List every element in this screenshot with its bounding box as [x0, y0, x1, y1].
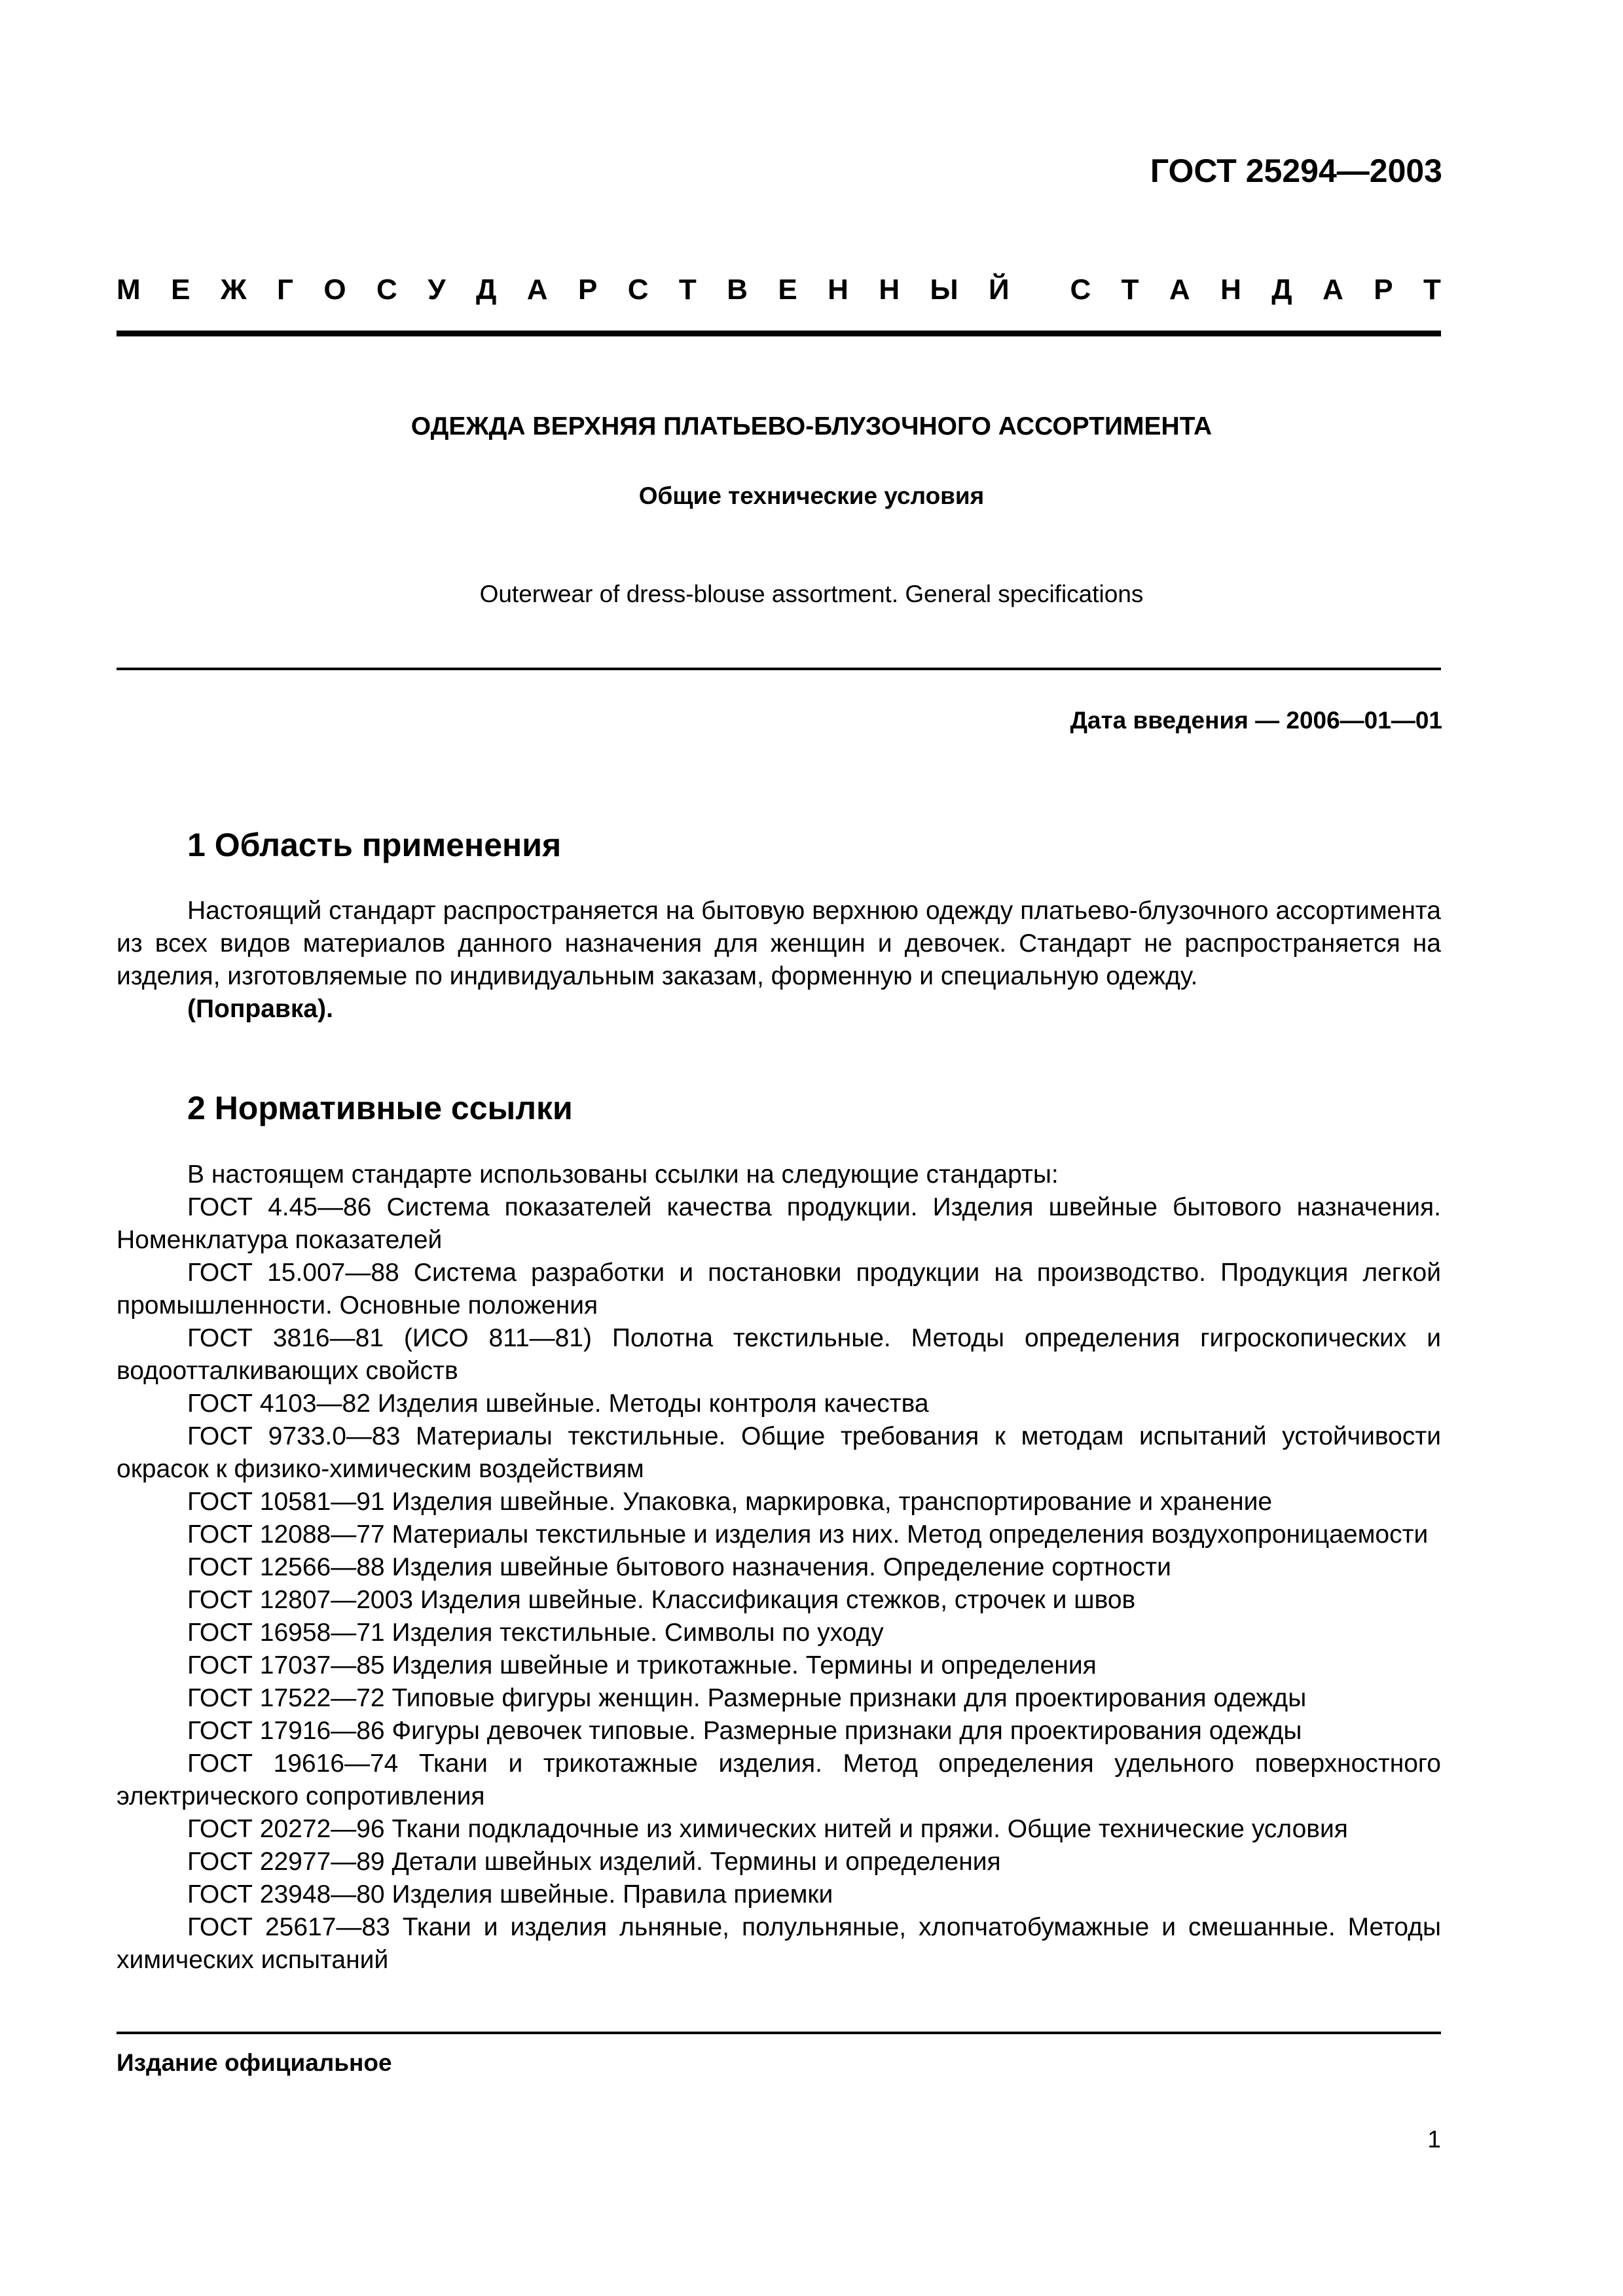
- interstate-letter: У: [428, 274, 446, 306]
- section-1-heading: 1 Область применения: [187, 827, 562, 863]
- footer-rule: [117, 2032, 1441, 2034]
- reference-item: ГОСТ 22977—89 Детали швейных изделий. Термины и определения: [187, 1848, 1001, 1876]
- title-rule: [117, 668, 1441, 670]
- interstate-letter: Т: [1121, 274, 1139, 306]
- reference-item: ГОСТ 19616—74 Ткани и трикотажные изделия. Метод определения удельного поверхностного электрического сопротивления: [117, 1749, 1441, 1810]
- interstate-standard-heading: [117, 274, 1441, 306]
- interstate-letter: Ж: [220, 274, 247, 306]
- reference-item: ГОСТ 4.45—86 Система показателей качества продукции. Изделия швейные бытового назначения. Номенклатура показателей: [117, 1193, 1441, 1254]
- header-rule: [117, 331, 1441, 336]
- section-1-body: [117, 895, 1441, 1026]
- reference-item: ГОСТ 12088—77 Материалы текстильные и изделия из них. Метод определения воздухопроницаемости: [187, 1520, 1429, 1549]
- interstate-letter: Т: [1423, 274, 1441, 306]
- references-list: [117, 1191, 1441, 1977]
- reference-item: ГОСТ 17522—72 Типовые фигуры женщин. Размерные признаки для проектирования одежды: [187, 1684, 1307, 1712]
- interstate-letter: Г: [277, 274, 293, 306]
- interstate-letter: Р: [577, 274, 598, 306]
- interstate-letter: Н: [1220, 274, 1241, 306]
- interstate-letter: М: [117, 274, 141, 306]
- page-number: 1: [1427, 2126, 1441, 2153]
- interstate-letter: О: [323, 274, 346, 306]
- interstate-letter: А: [1322, 274, 1343, 306]
- section-2-heading: 2 Нормативные ссылки: [187, 1090, 573, 1126]
- reference-item: ГОСТ 15.007—88 Система разработки и постановки продукции на производство. Продукция легкой промышленности. Основные положения: [117, 1259, 1441, 1319]
- interstate-letter: В: [727, 274, 748, 306]
- reference-item: ГОСТ 16958—71 Изделия текстильные. Символы по уходу: [187, 1619, 884, 1647]
- reference-item: ГОСТ 10581—91 Изделия швейные. Упаковка, маркировка, транспортирование и хранение: [187, 1488, 1273, 1516]
- reference-item: ГОСТ 17037—85 Изделия швейные и трикотажные. Термины и определения: [187, 1651, 1097, 1679]
- interstate-letter: Н: [879, 274, 900, 306]
- interstate-letter: Е: [171, 274, 191, 306]
- interstate-letter: С: [376, 274, 397, 306]
- reference-item: ГОСТ 3816—81 (ИСО 811—81) Полотна текстильные. Методы определения гигроскопических и водоотталкивающих свойств: [117, 1324, 1441, 1385]
- interstate-letter: Н: [828, 274, 848, 306]
- reference-item: ГОСТ 4103—82 Изделия швейные. Методы контроля качества: [187, 1390, 929, 1418]
- interstate-letter: Т: [678, 274, 697, 306]
- introduction-date: Дата введения — 2006—01—01: [1070, 707, 1442, 734]
- reference-item: ГОСТ 9733.0—83 Материалы текстильные. Общие требования к методам испытаний устойчивости окрасок к физико-химическим воздействиям: [117, 1422, 1441, 1483]
- reference-item: ГОСТ 25617—83 Ткани и изделия льняные, полульняные, хлопчатобумажные и смешанные. Методы химических испытаний: [117, 1913, 1441, 1974]
- reference-item: ГОСТ 23948—80 Изделия швейные. Правила приемки: [187, 1880, 833, 1909]
- document-title: ОДЕЖДА ВЕРХНЯЯ ПЛАТЬЕВО-БЛУЗОЧНОГО АССОРТИМЕНТА: [410, 412, 1213, 440]
- interstate-letter: Ы: [930, 274, 958, 306]
- reference-item: ГОСТ 17916—86 Фигуры девочек типовые. Размерные признаки для проектирования одежды: [187, 1717, 1302, 1745]
- interstate-letter: Р: [1374, 274, 1393, 306]
- interstate-letter: С: [627, 274, 649, 306]
- interstate-letter: А: [1169, 274, 1190, 306]
- english-title: Outerwear of dress-blouse assortment. General specifications: [479, 581, 1144, 607]
- section-1-paragraph: Настоящий стандарт распространяется на бытовую верхнюю одежду платьево-блузочного ассортимента из всех видов материалов данного назначения для женщин и девочек. Стандарт не распространяется на изделия, изготовляемые по индивидуальным заказам, форменную и специальную одежду.: [117, 897, 1441, 990]
- document-subtitle: Общие технические условия: [638, 482, 985, 509]
- reference-item: ГОСТ 12566—88 Изделия швейные бытового назначения. Определение сортности: [187, 1553, 1171, 1581]
- interstate-letter: Д: [1271, 274, 1292, 306]
- official-edition-label: Издание официальное: [117, 2049, 392, 2076]
- amendment-note: (Поправка).: [187, 995, 333, 1023]
- interstate-letter: Е: [778, 274, 797, 306]
- document-code: ГОСТ 25294—2003: [1150, 152, 1442, 189]
- interstate-letter: Й: [989, 274, 1010, 306]
- references-intro: В настоящем стандарте использованы ссылки на следующие стандарты:: [187, 1160, 1059, 1189]
- interstate-letter: Д: [475, 274, 497, 306]
- reference-item: ГОСТ 12807—2003 Изделия швейные. Классификация стежков, строчек и швов: [187, 1586, 1136, 1614]
- interstate-letter: А: [526, 274, 548, 306]
- interstate-letter: С: [1070, 274, 1091, 306]
- reference-item: ГОСТ 20272—96 Ткани подкладочные из химических нитей и пряжи. Общие технические условия: [187, 1815, 1348, 1843]
- section-2-body: [117, 1158, 1441, 1977]
